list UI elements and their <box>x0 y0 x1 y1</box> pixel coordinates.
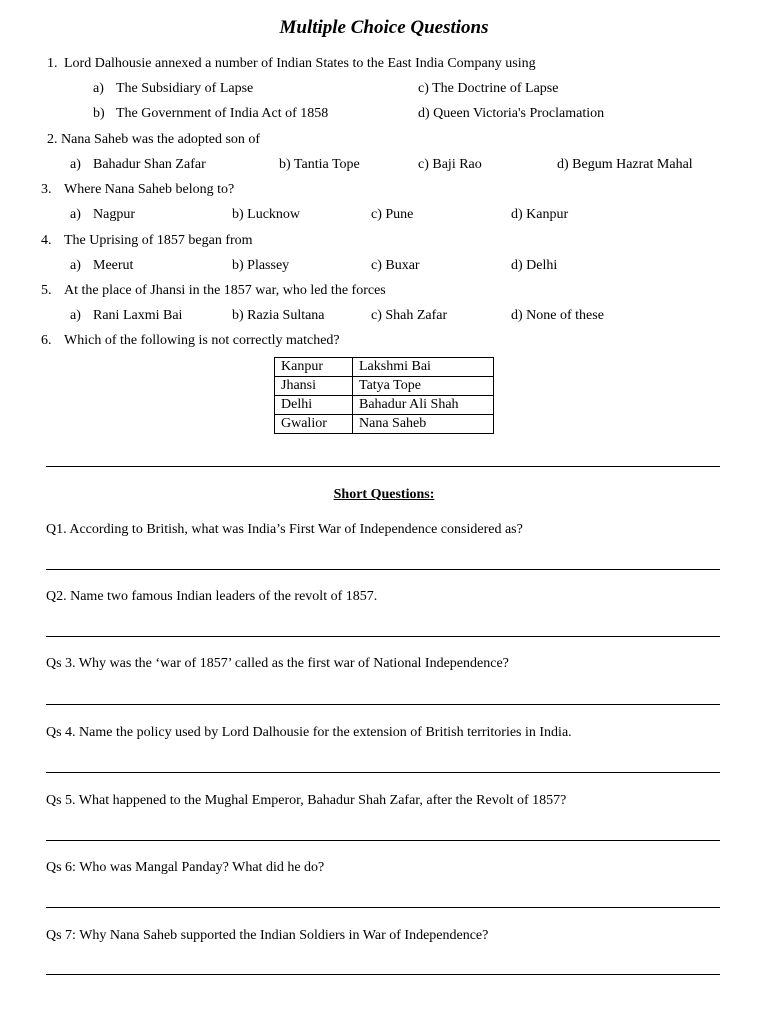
q1-option-a: The Subsidiary of Lapse <box>116 81 254 96</box>
q2-option-b: b) Tantia Tope <box>279 157 360 172</box>
q2-option-c: c) Baji Rao <box>418 157 482 172</box>
answer-line <box>46 974 720 975</box>
q4-number: 4. <box>41 233 52 248</box>
q4-option-d: d) Delhi <box>511 258 558 273</box>
q1-text: Lord Dalhousie annexed a number of Indian States to the East India Company using <box>64 56 536 71</box>
table-cell-place: Jhansi <box>275 377 353 396</box>
table-row <box>275 358 494 377</box>
answer-line <box>46 636 720 637</box>
table-row <box>275 396 494 415</box>
q2-option-d: d) Begum Hazrat Mahal <box>557 157 693 172</box>
q1-option-b-marker: b) <box>93 106 105 121</box>
match-table <box>274 357 494 434</box>
table-cell-leader: Tatya Tope <box>353 377 494 396</box>
q1-option-b: The Government of India Act of 1858 <box>116 106 329 121</box>
q5-number: 5. <box>41 283 52 298</box>
q1-number: 1. <box>47 56 58 71</box>
q1-option-d: d) Queen Victoria's Proclamation <box>418 106 605 121</box>
table-cell-place: Gwalior <box>275 415 353 434</box>
q5-option-a: Rani Laxmi Bai <box>93 308 183 323</box>
short-question: Q2. Name two famous Indian leaders of the revolt of 1857. <box>46 589 378 604</box>
short-question: Qs 3. Why was the ‘war of 1857’ called as the first war of National Independence? <box>46 656 509 671</box>
q5-option-c: c) Shah Zafar <box>371 308 448 323</box>
q3-option-d: d) Kanpur <box>511 207 569 222</box>
q4-option-a: Meerut <box>93 258 134 273</box>
q5-option-d: d) None of these <box>511 308 604 323</box>
q3-number: 3. <box>41 182 52 197</box>
short-question: Q1. According to British, what was India’s First War of Independence considered as? <box>46 522 523 537</box>
q1-option-a-marker: a) <box>93 81 104 96</box>
q4-text: The Uprising of 1857 began from <box>64 233 253 248</box>
q3-option-b: b) Lucknow <box>232 207 301 222</box>
q5-option-b: b) Razia Sultana <box>232 308 325 323</box>
table-cell-place: Delhi <box>275 396 353 415</box>
q3-text: Where Nana Saheb belong to? <box>64 182 235 197</box>
q2-text: 2. Nana Saheb was the adopted son of <box>47 132 261 147</box>
q6-text: Which of the following is not correctly matched? <box>64 333 340 348</box>
table-row <box>275 415 494 434</box>
table-cell-leader: Nana Saheb <box>353 415 494 434</box>
short-question: Qs 7: Why Nana Saheb supported the Indian Soldiers in War of Independence? <box>46 928 489 943</box>
table-cell-leader: Bahadur Ali Shah <box>353 396 494 415</box>
q3-option-c: c) Pune <box>371 207 414 222</box>
q4-option-b: b) Plassey <box>232 258 290 273</box>
short-question: Qs 5. What happened to the Mughal Emperor, Bahadur Shah Zafar, after the Revolt of 1857? <box>46 793 567 808</box>
table-row <box>275 377 494 396</box>
q4-option-a-marker: a) <box>70 258 81 273</box>
q2-option-a: Bahadur Shan Zafar <box>93 157 206 172</box>
table-cell-place: Kanpur <box>275 358 353 377</box>
answer-line <box>46 840 720 841</box>
q6-number: 6. <box>41 333 52 348</box>
answer-line <box>46 907 720 908</box>
page-title: Multiple Choice Questions <box>279 17 489 38</box>
q3-option-a: Nagpur <box>93 207 135 222</box>
q1-option-c: c) The Doctrine of Lapse <box>418 81 559 96</box>
short-question: Qs 6: Who was Mangal Panday? What did he do? <box>46 860 325 875</box>
section-divider <box>46 466 720 467</box>
short-question: Qs 4. Name the policy used by Lord Dalhousie for the extension of British territories in India. <box>46 725 572 740</box>
answer-line <box>46 704 720 705</box>
q3-option-a-marker: a) <box>70 207 81 222</box>
table-cell-leader: Lakshmi Bai <box>353 358 494 377</box>
q5-option-a-marker: a) <box>70 308 81 323</box>
q4-option-c: c) Buxar <box>371 258 420 273</box>
q2-option-a-marker: a) <box>70 157 81 172</box>
short-questions-heading: Short Questions: <box>333 487 435 502</box>
q5-text: At the place of Jhansi in the 1857 war, who led the forces <box>64 283 386 298</box>
answer-line <box>46 569 720 570</box>
answer-line <box>46 772 720 773</box>
